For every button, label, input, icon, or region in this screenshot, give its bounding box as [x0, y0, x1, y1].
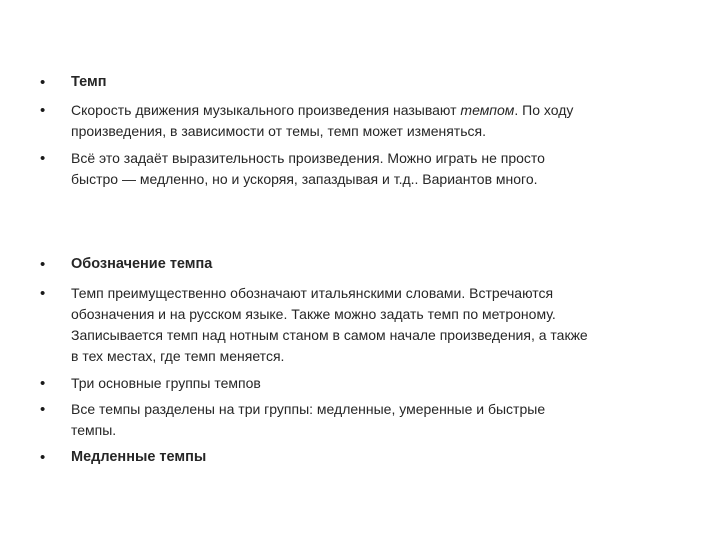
paragraph-tempo-definition: [71, 100, 686, 142]
emphasis-tempo: темпом: [460, 102, 515, 118]
bullet-icon: •: [40, 102, 46, 119]
text-part: . По ходу произведения, в зависимости от темы, темп может изменяться.: [71, 102, 574, 139]
heading-slow-tempos: Медленные темпы: [71, 449, 207, 465]
paragraph-three-groups: Три основные группы темпов: [71, 375, 261, 391]
paragraph-notation: Темп преимущественно обозначают итальянскими словами. Встречаются обозначения и на русском языке. Также можно задать темп по метроному. Записывается темп над нотным станом в самом начале произведения, а также в тех местах, где темп меняется.: [71, 285, 588, 364]
bullet-icon: •: [40, 449, 46, 466]
heading-tempo-notation: Обозначение темпа: [71, 256, 213, 272]
bullet-icon: •: [40, 74, 46, 91]
bullet-icon: •: [40, 285, 46, 302]
paragraph-expressiveness: Всё это задаёт выразительность произведения. Можно играть не просто быстро — медленно, но и ускоряя, запаздывая и т.д.. Вариантов много.: [71, 150, 545, 187]
bullet-icon: •: [40, 401, 46, 418]
paragraph-groups-list: Все темпы разделены на три группы: медленные, умеренные и быстрые темпы.: [71, 401, 546, 438]
text-part: Скорость движения музыкального произведения называют: [71, 102, 461, 118]
heading-tempo: Темп: [71, 74, 107, 90]
bullet-icon: •: [40, 150, 46, 167]
bullet-icon: •: [40, 375, 46, 392]
bullet-icon: •: [40, 256, 46, 273]
